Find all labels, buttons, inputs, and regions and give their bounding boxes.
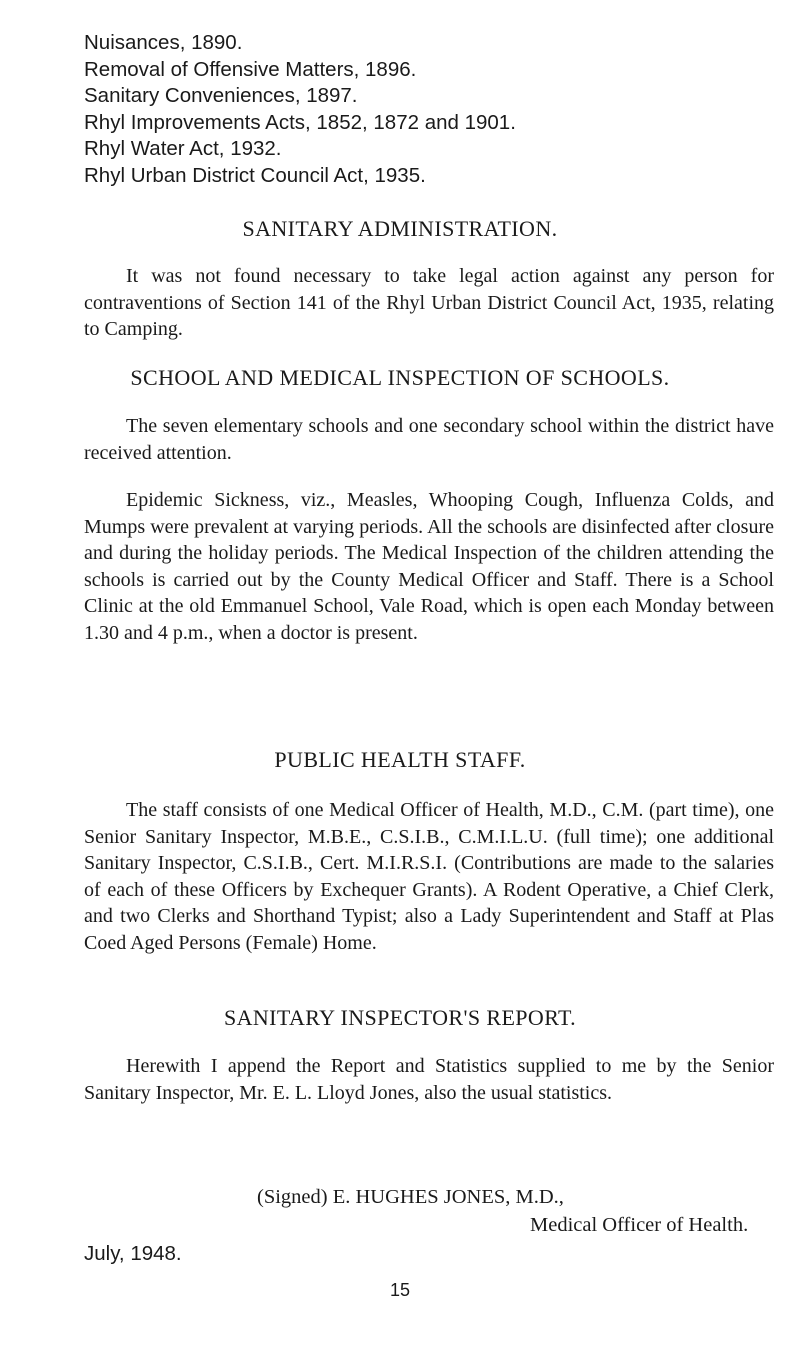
report-date: July, 1948. (84, 1242, 182, 1265)
school-inspection-heading: SCHOOL AND MEDICAL INSPECTION OF SCHOOLS. (130, 365, 670, 390)
acts-list (84, 30, 774, 189)
school-inspection-paragraph-1: The seven elementary schools and one secondary school within the district have received attention. (84, 415, 774, 464)
school-inspection-paragraph-2: Epidemic Sickness, viz., Measles, Whooping Cough, Influenza Colds, and Mumps were prevalent at varying periods. All the schools are disinfected after closure and during the holiday periods. The Medical Inspection of the children attending the schools is carried out by the County Medical Officer and Staff. There is a School Clinic at the old Emmanuel School, Vale Road, which is open each Monday between 1.30 and 4 p.m., when a doctor is present. (84, 489, 774, 644)
act-item: Rhyl Urban District Council Act, 1935. (84, 163, 426, 187)
act-item: Removal of Offensive Matters, 1896. (84, 57, 417, 81)
sanitary-administration-heading: SANITARY ADMINISTRATION. (242, 216, 558, 241)
public-health-staff-paragraph: The staff consists of one Medical Officer of Health, M.D., C.M. (part time), one Senior Sanitary Inspector, M.B.E., C.S.I.B., C.M.I.L.U. (full time); one additional Sanitary Inspector, C.S.I.B., Cert. M.I.R.S.I. (Contributions are made to the salaries of each of these Officers by Exchequer Grants). A Rodent Operative, a Chief Clerk, and two Clerks and Shorthand Typist; also a Lady Superintendent and Staff at Plas Coed Aged Persons (Female) Home. (84, 799, 774, 954)
signature-title: Medical Officer of Health. (530, 1214, 749, 1236)
inspector-report-heading: SANITARY INSPECTOR'S REPORT. (223, 1005, 577, 1030)
act-item: Nuisances, 1890. (84, 31, 243, 54)
act-item: Rhyl Improvements Acts, 1852, 1872 and 1901. (84, 110, 516, 134)
inspector-report-paragraph: Herewith I append the Report and Statistics supplied to me by the Senior Sanitary Inspector, Mr. E. L. Lloyd Jones, also the usual statistics. (84, 1055, 774, 1104)
act-item: Sanitary Conveniences, 1897. (84, 84, 358, 107)
page-number: 15 (389, 1280, 411, 1300)
public-health-staff-heading: PUBLIC HEALTH STAFF. (274, 747, 526, 772)
act-item: Rhyl Water Act, 1932. (84, 137, 282, 160)
sanitary-administration-paragraph: It was not found necessary to take legal action against any person for contraventions of Section 141 of the Rhyl Urban District Council Act, 1935, relating to Camping. (84, 265, 774, 341)
signature-line: (Signed) E. HUGHES JONES, M.D., (257, 1186, 564, 1208)
